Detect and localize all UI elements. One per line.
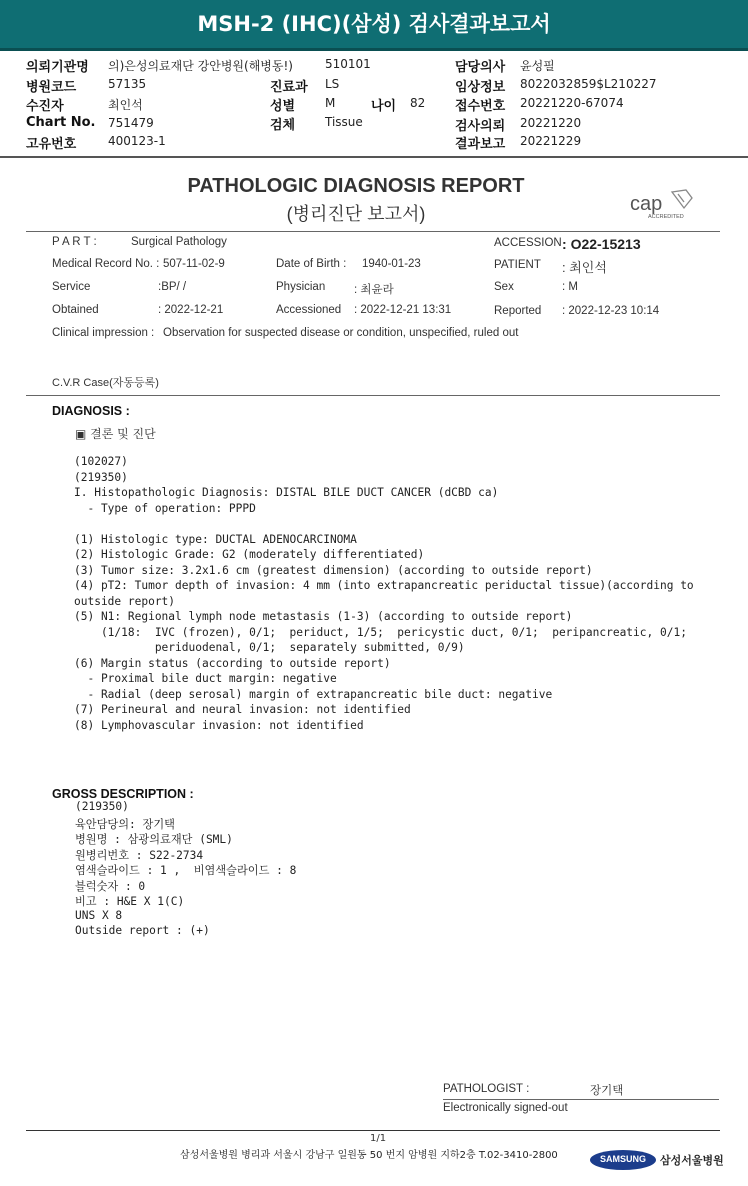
header-value: M — [325, 96, 336, 110]
signed-out-note: Electronically signed-out — [443, 1102, 568, 1114]
part-label: P A R T : — [52, 236, 97, 248]
patient-label: PATIENT — [494, 259, 541, 271]
diagnosis-line: (219350) — [74, 470, 128, 484]
header-label: 진료과 — [270, 80, 308, 95]
header-value: 20221220-67074 — [520, 96, 624, 110]
header-label: 결과보고 — [455, 137, 506, 152]
header-value: 최인석 — [108, 98, 143, 112]
header-value: 57135 — [108, 77, 147, 91]
reported-value: : 2022-12-23 10:14 — [562, 305, 660, 317]
gross-line: 병원명 : 삼광의료재단 (SML) — [75, 833, 233, 846]
physician-value: : 최윤라 — [354, 284, 394, 296]
header-label: 병원코드 — [26, 80, 77, 95]
page-number: 1/1 — [370, 1133, 387, 1144]
part-value: Surgical Pathology — [131, 236, 227, 248]
header-label: 검체 — [270, 118, 296, 133]
footer-rule — [26, 1130, 720, 1131]
diagnosis-line: (5) N1: Regional lymph node metastasis (1-3) (according to outside report) — [74, 610, 573, 623]
sex-label: Sex — [494, 281, 514, 293]
diagnosis-line: (2) Histologic Grade: G2 (moderately differentiated) — [74, 548, 425, 561]
cap-accredited-logo — [628, 188, 698, 220]
cvr-case: C.V.R Case(자동등록) — [52, 377, 159, 389]
accession-value: : O22-15213 — [562, 236, 641, 252]
header-label: 성별 — [270, 99, 296, 114]
diagnosis-line: - Proximal bile duct margin: negative — [74, 672, 337, 685]
header-value: 20221229 — [520, 134, 582, 148]
gross-line: 원병리번호 : S22-2734 — [75, 848, 204, 862]
accession-label: ACCESSION — [494, 237, 562, 249]
mrn-value: 507-11-02-9 — [163, 258, 225, 270]
accessioned-label: Accessioned — [276, 304, 342, 316]
service-value: :BP/ / — [158, 281, 187, 293]
cap-logo-text: cap — [630, 193, 663, 215]
diagnosis-line: I. Histopathologic Diagnosis: DISTAL BILE DUCT CANCER (dCBD ca) — [74, 486, 499, 499]
mrn-label: Medical Record No. : — [52, 258, 160, 270]
header-label: 수진자 — [26, 99, 64, 114]
gross-line: UNS X 8 — [75, 908, 123, 922]
diagnosis-heading: DIAGNOSIS : — [52, 404, 130, 418]
diagnosis-line: (3) Tumor size: 3.2x1.6 cm (greatest dimension) (according to outside report) — [74, 563, 593, 577]
cap-logo-subtext: ACCREDITED — [648, 214, 684, 220]
samsung-logo-text: SAMSUNG — [599, 1154, 646, 1164]
document-title: MSH-2 (IHC)(삼성) 검사결과보고서 — [197, 12, 551, 36]
header-label: 나이 — [371, 99, 397, 114]
header-value: 의)은성의료재단 강안병원(해병동!) — [108, 59, 293, 73]
diagnosis-line: (102027) — [74, 455, 128, 468]
gross-description-heading: GROSS DESCRIPTION : — [52, 787, 194, 801]
gross-line: 블럭숫자 : 0 — [75, 879, 146, 893]
diagnosis-line: (4) pT2: Tumor depth of invasion: 4 mm (into extrapancreatic periductal tissue)(according to — [74, 579, 694, 592]
gross-line: 비고 : H&E X 1(C) — [75, 895, 185, 908]
header-label: 임상정보 — [455, 80, 506, 95]
header-value: 751479 — [108, 116, 154, 130]
info-top-rule — [26, 231, 720, 232]
diagnosis-line: (6) Margin status (according to outside report) — [74, 656, 391, 670]
report-title: PATHOLOGIC DIAGNOSIS REPORT — [187, 175, 525, 197]
header-label: 검사의뢰 — [455, 119, 506, 134]
hospital-name: 삼성서울병원 — [660, 1154, 724, 1167]
header-label: Chart No. — [26, 115, 96, 130]
report-subtitle: (병리진단 보고서) — [286, 204, 426, 224]
header-value: 20221220 — [520, 116, 582, 130]
physician-label: Physician — [276, 281, 326, 293]
clinical-impression-value: Observation for suspected disease or condition, unspecified, ruled out — [163, 327, 519, 339]
header-value: LS — [325, 77, 340, 91]
gross-line: Outside report : (+) — [75, 924, 210, 937]
gross-line: 육안담당의: 장기택 — [75, 817, 175, 831]
pathologist-label: PATHOLOGIST : — [443, 1083, 530, 1095]
diagnosis-line: (1) Histologic type: DUCTAL ADENOCARCINOMA — [74, 532, 357, 546]
header-label: 고유번호 — [26, 137, 77, 152]
gross-line: (219350) — [75, 800, 129, 813]
diagnosis-line: - Type of operation: PPPD — [74, 501, 256, 515]
diagnosis-line: - Radial (deep serosal) margin of extrapancreatic bile duct: negative — [74, 687, 553, 701]
header-value: Tissue — [325, 115, 363, 129]
clinical-impression-label: Clinical impression : — [52, 327, 155, 339]
service-label: Service — [52, 281, 91, 293]
diagnosis-line: outside report) — [74, 594, 176, 608]
reported-label: Reported — [494, 305, 542, 317]
diagnosis-line: (1/18: IVC (frozen), 0/1; periduct, 1/5; pericystic duct, 0/1; peripancreatic, 0/1; — [74, 625, 687, 639]
header-value: 510101 — [325, 57, 371, 71]
diagnosis-line: (8) Lymphovascular invasion: not identified — [74, 718, 364, 732]
header-label: 담당의사 — [455, 60, 506, 75]
gross-line: 염색슬라이드 : 1 , 비염색슬라이드 : 8 — [75, 864, 297, 877]
header-label: 접수번호 — [455, 99, 506, 114]
header-value: 윤성필 — [520, 59, 555, 73]
diagnosis-line: (7) Perineural and neural invasion: not identified — [74, 703, 411, 716]
footer-address: 삼성서울병원 병리과 서울시 강남구 일원동 50 번지 암병원 지하2층 T.02-3410-2800 — [180, 1150, 558, 1161]
samsung-logo — [590, 1150, 656, 1170]
header-divider — [0, 156, 748, 158]
header-value: 400123-1 — [108, 134, 166, 148]
dob-value: 1940-01-23 — [362, 258, 421, 270]
patient-value: : 최인석 — [562, 260, 607, 275]
signature-rule — [443, 1099, 719, 1100]
obtained-value: : 2022-12-21 — [158, 304, 224, 316]
sex-value: : M — [562, 281, 578, 293]
diagnosis-top-rule — [26, 395, 720, 396]
obtained-label: Obtained — [52, 304, 99, 316]
diagnosis-line: periduodenal, 0/1; separately submitted, 0/9) — [74, 641, 465, 654]
header-label: 의뢰기관명 — [26, 60, 89, 75]
accessioned-value: : 2022-12-21 13:31 — [354, 304, 452, 316]
dob-label: Date of Birth : — [276, 258, 347, 270]
header-value: 8022032859$L210227 — [520, 77, 657, 91]
diagnosis-subheading: ▣ 결론 및 진단 — [75, 427, 156, 441]
header-value: 82 — [410, 96, 426, 110]
pathologist-name: 장기택 — [590, 1085, 624, 1097]
